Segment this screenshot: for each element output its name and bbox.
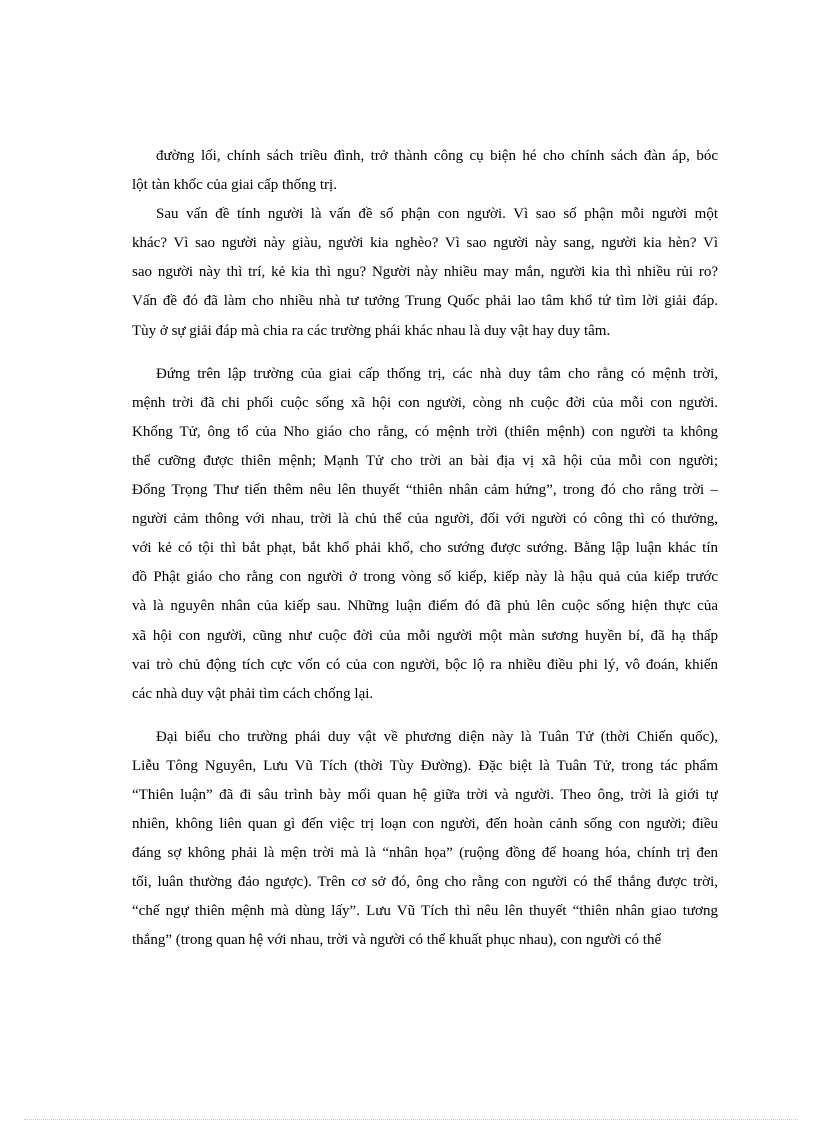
text-line: vai trò chủ động tích cực vốn có của con người, bộc lộ ra nhiều điều phi lý, vô đoán, khiến xyxy=(132,656,718,673)
paragraph-continuation xyxy=(132,142,718,200)
text-line: các nhà duy vật phải tìm cách chống lại. xyxy=(132,685,374,702)
text-line: người cảm thông với nhau, trời là chủ thể của người, đối với người có công thì có thưởng, xyxy=(132,511,718,528)
paragraph-fate xyxy=(132,200,718,345)
document-page xyxy=(132,142,718,956)
text-line: “Thiên luận” đã đi sâu trình bày mối quan hệ giữa trời và người. Theo ông, trời là giới tự xyxy=(132,786,718,803)
text-line: Đại biểu cho trường phái duy vật về phương diện này là Tuân Tử (thời Chiến quốc), xyxy=(156,728,718,745)
text-line: Liễu Tông Nguyên, Lưu Vũ Tích (thời Tùy Đường). Đặc biệt là Tuân Tử, trong tác phẩm xyxy=(132,757,718,774)
paragraph-materialists xyxy=(132,723,718,956)
text-line: Vấn đề đó đã làm cho nhiều nhà tư tưởng Trung Quốc phải lao tâm khổ tứ tìm lời giải đáp. xyxy=(132,293,718,310)
paragraph-gap xyxy=(132,709,718,723)
text-line: tối, luân thường đảo ngược). Trên cơ sở đó, ông cho rằng con người có thể thắng được trời, xyxy=(132,874,718,891)
text-line: thắng” (trong quan hệ với nhau, trời và người có thể khuất phục nhau), con người có thể xyxy=(132,932,662,949)
text-line: với kẻ có tội thì bắt phạt, bắt khổ phải khổ, cho sướng được sướng. Bằng lập luận khác tín xyxy=(132,540,718,557)
text-line: xã hội con người, cũng như cuộc đời của mỗi người một màn sương huyền bí, đã hạ thấp xyxy=(132,627,718,644)
text-line: Sau vấn đề tính người là vấn đề số phận con người. Vì sao số phận mỗi người một xyxy=(156,206,718,223)
text-line: lột tàn khốc của giai cấp thống trị. xyxy=(132,177,337,194)
text-line: thể cưỡng được thiên mệnh; Mạnh Tử cho trời an bài địa vị xã hội của mỗi con người; xyxy=(132,452,718,469)
text-line: và là nguyên nhân của kiếp sau. Những luận điểm đó đã phủ lên cuộc sống hiện thực của xyxy=(132,598,718,615)
text-line: mệnh trời đã chi phối cuộc sống xã hội con người, còng nh cuộc đời của mỗi con người. xyxy=(132,394,718,411)
text-line: Đổng Trọng Thư tiến thêm nêu lên thuyết “thiên nhân cảm hứng”, trong đó cho rằng trời – xyxy=(132,482,718,499)
text-line: Khổng Tử, ông tổ của Nho giáo cho rằng, có mệnh trời (thiên mệnh) con người ta không xyxy=(132,423,718,440)
text-line: Đứng trên lập trường của giai cấp thống trị, các nhà duy tâm cho rằng có mệnh trời, xyxy=(156,365,718,382)
text-line: đáng sợ không phải là mện trời mà là “nhân họa” (ruộng đồng để hoang hóa, chính trị đen xyxy=(132,845,718,862)
paragraph-idealists xyxy=(132,360,718,709)
text-line: Tùy ở sự giải đáp mà chia ra các trường phái khác nhau là duy vật hay duy tâm. xyxy=(132,322,611,339)
paragraph-gap xyxy=(132,346,718,360)
text-line: khác? Vì sao người này giàu, người kia nghèo? Vì sao người này sang, người kia hèn? Vì xyxy=(132,235,718,252)
text-line: đường lối, chính sách triều đình, trở thành công cụ biện hé cho chính sách đàn áp, bóc xyxy=(156,148,718,164)
page-bottom-divider xyxy=(24,1119,798,1120)
text-line: đồ Phật giáo cho rằng con người ở trong vòng số kiếp, kiếp này là hậu quả của kiếp trước xyxy=(132,569,718,586)
text-line: nhiên, không liên quan gì đến việc trị loạn con người, đến hoàn cảnh sống con người; điều xyxy=(132,816,718,833)
text-line: “chế ngự thiên mệnh mà dùng lấy”. Lưu Vũ Tích thì nêu lên thuyết “thiên nhân giao tương xyxy=(132,903,718,920)
text-line: sao người này thì trí, kẻ kia thì ngu? Người này nhiều may mắn, người kia thì nhiều rủi ro? xyxy=(132,264,718,281)
